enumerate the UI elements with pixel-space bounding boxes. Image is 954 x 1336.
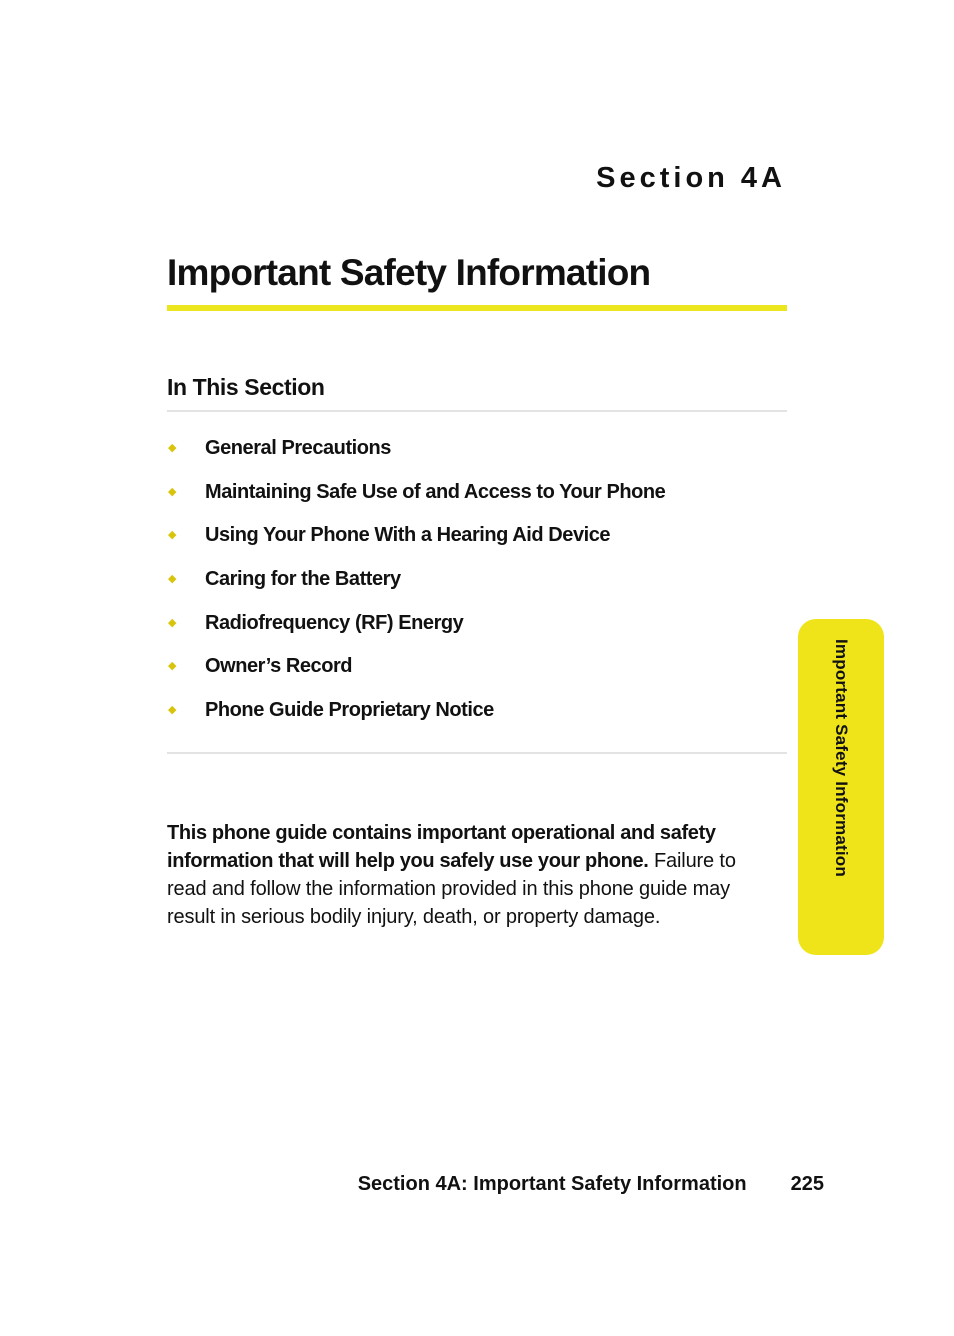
diamond-bullet-icon: ◆ [168,660,177,673]
section-label: Section 4A [596,162,786,194]
safety-intro-bold: This phone guide contains important operational and safety information that will help you safely use your phone. [167,822,716,872]
contents-item-label: Owner’s Record [205,655,353,678]
contents-item [167,517,665,561]
contents-item [167,648,665,692]
diamond-bullet-icon: ◆ [168,529,177,542]
in-this-section-heading: In This Section [167,374,325,400]
contents-item [167,561,665,605]
page-footer [358,1170,824,1198]
diamond-bullet-icon: ◆ [168,704,177,717]
contents-item [167,430,665,474]
contents-item-label: Maintaining Safe Use of and Access to Your Phone [205,480,666,503]
contents-item-label: General Precautions [205,437,391,459]
diamond-bullet-icon: ◆ [168,442,177,454]
contents-item [167,605,665,649]
page-number: 225 [790,1173,824,1195]
section-contents-list [167,430,665,736]
contents-top-divider [167,410,787,412]
safety-intro-text: Failure to read and follow the information provided in this phone guide may result in serious bodily injury, death, or property damage. [167,850,736,928]
contents-item [167,474,665,518]
page-title: Important Safety Information [167,252,651,293]
side-tab-label: Important Safety Information [832,639,851,877]
diamond-bullet-icon: ◆ [168,485,177,498]
contents-item-label: Radiofrequency (RF) Energy [205,611,464,634]
contents-bottom-divider [167,752,787,754]
contents-item [167,692,665,736]
title-underline [167,305,787,311]
safety-intro-paragraph [167,819,767,931]
diamond-bullet-icon: ◆ [168,616,177,629]
section-side-tab [798,619,884,955]
contents-item-label: Caring for the Battery [205,568,401,591]
footer-section-title: Section 4A: Important Safety Information [357,1173,747,1195]
diamond-bullet-icon: ◆ [168,573,177,586]
contents-item-label: Using Your Phone With a Hearing Aid Device [205,524,611,547]
contents-item-label: Phone Guide Proprietary Notice [205,699,494,722]
